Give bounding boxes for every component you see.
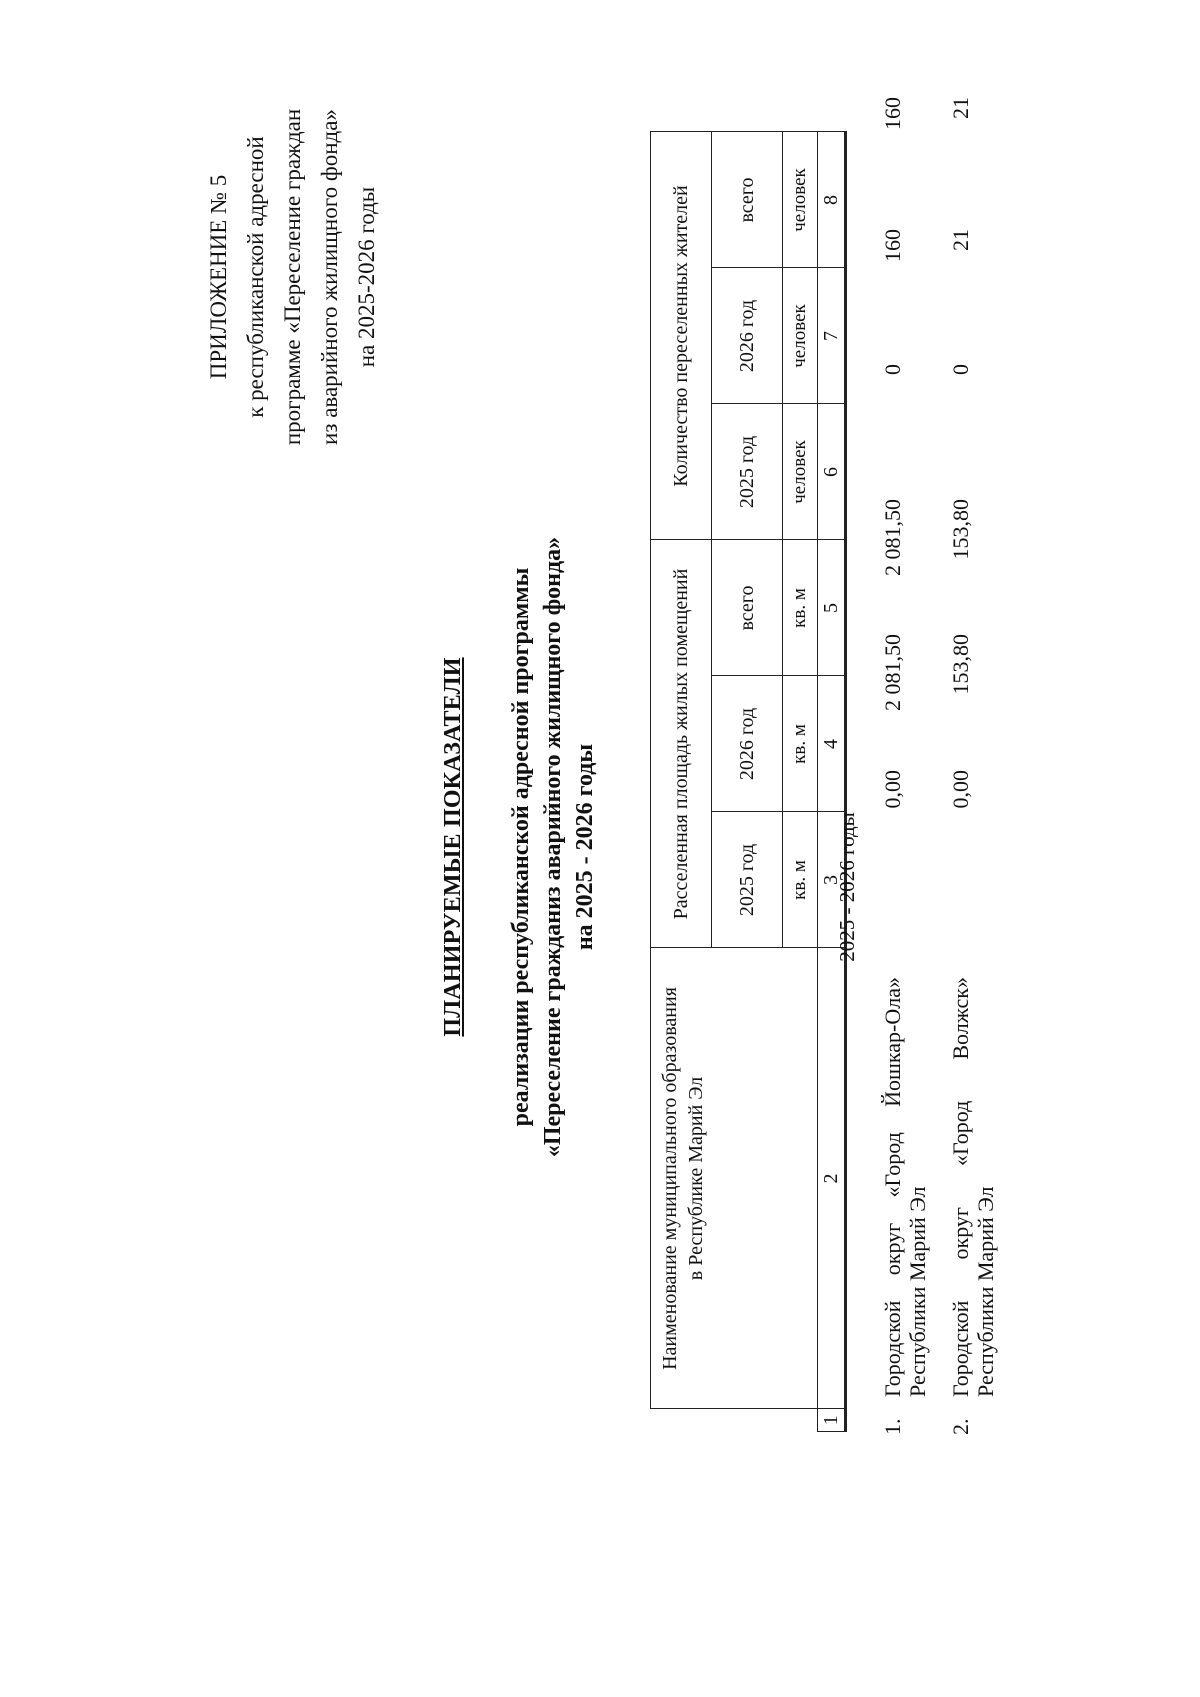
area-2025-value: 0,00 <box>880 770 905 809</box>
appendix-block <box>200 97 385 457</box>
appendix-line: на 2025-2026 годы <box>354 186 379 368</box>
table-corner-cell <box>651 1409 818 1432</box>
title-block <box>440 297 601 1397</box>
indicators-table <box>650 132 847 1433</box>
municipality-header-line: Наименование муниципального образования <box>659 987 681 1370</box>
column-number: 4 <box>818 676 846 812</box>
unit-cell: человек <box>783 132 818 268</box>
subtitle-line: реализации республиканской адресной программы <box>508 567 534 1127</box>
name-word: «Город <box>880 1132 905 1198</box>
people-total-header: всего <box>712 132 783 268</box>
name-word: Йошкар-Ола» <box>880 977 905 1107</box>
subtitle-line: «Переселение гражданиз аварийного жилищного фонда» <box>540 536 566 1158</box>
area-group-header: Расселенная площадь жилых помещений <box>651 540 712 948</box>
column-number: 8 <box>818 132 846 268</box>
people-group-header: Количество переселенных жителей <box>651 132 712 540</box>
row-number: 2. <box>948 1418 973 1435</box>
appendix-line: из аварийного жилищного фонда» <box>317 109 342 445</box>
name-line: Республики Марий Эл <box>973 1186 998 1397</box>
unit-cell: человек <box>783 268 818 404</box>
column-number: 1 <box>818 1409 846 1432</box>
name-word: округ <box>880 1222 905 1276</box>
area-total-value: 2 081,50 <box>880 499 905 576</box>
appendix-line: к республиканской адресной <box>243 136 268 418</box>
area-2026-value: 2 081,50 <box>880 634 905 711</box>
name-word: округ <box>948 1207 973 1260</box>
name-line: Республики Марий Эл <box>905 1186 930 1397</box>
unit-cell: кв. м <box>783 540 818 676</box>
municipality-name <box>880 977 930 1397</box>
column-number: 7 <box>818 268 846 404</box>
appendix-line: ПРИЛОЖЕНИЕ № 5 <box>206 174 231 380</box>
people-total-value: 160 <box>880 97 905 130</box>
municipality-header <box>651 948 818 1409</box>
column-number: 5 <box>818 540 846 676</box>
municipality-name <box>948 977 998 1397</box>
people-2026-value: 160 <box>880 229 905 262</box>
column-number: 6 <box>818 404 846 540</box>
unit-cell: человек <box>783 404 818 540</box>
name-word: Городской <box>880 1300 905 1397</box>
name-word: Волжск» <box>948 977 973 1060</box>
people-2026-header: 2026 год <box>712 268 783 404</box>
people-2025-value: 0 <box>948 364 973 375</box>
unit-cell: кв. м <box>783 676 818 812</box>
area-total-value: 153,80 <box>948 499 973 560</box>
area-2025-header: 2025 год <box>712 812 783 948</box>
appendix-line: программе «Переселение граждан <box>280 108 305 446</box>
document-title: ПЛАНИРУЕМЫЕ ПОКАЗАТЕЛИ <box>440 657 466 1037</box>
column-number: 3 <box>818 812 846 948</box>
name-word: Городской <box>948 1300 973 1397</box>
people-2026-value: 21 <box>948 229 973 251</box>
row-number: 1. <box>880 1418 905 1435</box>
municipality-header-line: в Республике Марий Эл <box>685 1076 707 1281</box>
area-total-header: всего <box>712 540 783 676</box>
unit-cell: кв. м <box>783 812 818 948</box>
area-2026-value: 153,80 <box>948 634 973 695</box>
people-total-value: 21 <box>948 97 973 119</box>
people-2025-header: 2025 год <box>712 404 783 540</box>
period-label: 2025 - 2026 годы <box>835 812 859 962</box>
people-2025-value: 0 <box>880 364 905 375</box>
area-2025-value: 0,00 <box>948 770 973 809</box>
area-2026-header: 2026 год <box>712 676 783 812</box>
name-word: «Город <box>948 1100 973 1167</box>
column-number: 2 <box>818 948 846 1409</box>
subtitle-line: на 2025 - 2026 годы <box>572 743 598 951</box>
